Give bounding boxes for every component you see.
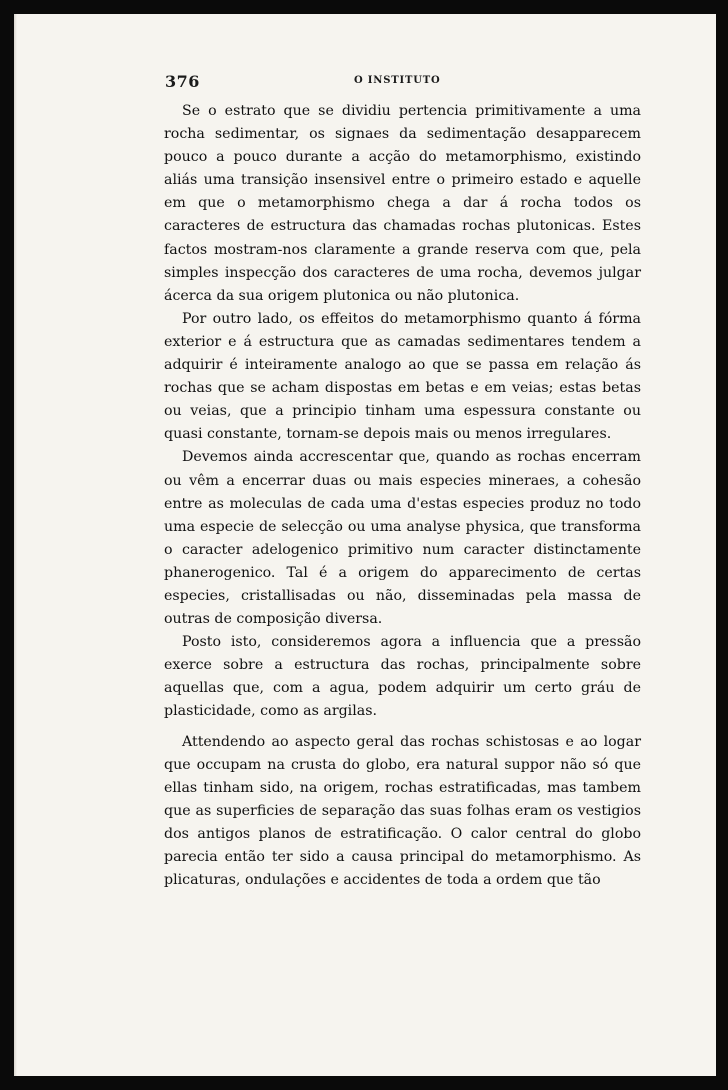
body-text	[164, 100, 641, 892]
page-edge-shadow	[14, 14, 17, 1076]
paragraph-5: Attendendo ao aspecto geral das rochas schistosas e ao logar que occupam na crusta do globo, era natural suppor não só que ellas tinham sido, na origem, rochas estratificadas, mas tambem que as superficies de separação das suas folhas eram os vestigios dos antigos planos de estratificação. O calor central do globo parecia então ter sido a causa principal do metamorphismo. As plicaturas, ondulações e accidentes de toda a ordem que tão	[164, 733, 641, 889]
paragraph-3: Devemos ainda accrescentar que, quando as rochas encerram ou vêm a encerrar duas ou mais especies mineraes, a cohesão entre as moleculas de cada uma d'estas especies produz no todo uma especie de selecção ou uma analyse physica, que transforma o caracter adelogenico primitivo num caracter distinctamente phanerogenico. Tal é a origem do apparecimento de certas especies, cristallisadas ou não, disseminadas pela massa de outras de composição diversa.	[164, 449, 641, 628]
running-title: O INSTITUTO	[354, 75, 441, 86]
running-head	[14, 72, 716, 94]
paragraph-2: Por outro lado, os effeitos do metamorphismo quanto á fórma exterior e á estructura que as camadas sedimentares tendem a adquirir é inteiramente analogo ao que se passa em relação ás rochas que se acham dispostas em betas e em veias; estas betas ou veias, que a principio tinham uma espessura constante ou quasi constante, tornam-se depois mais ou menos irregulares.	[164, 310, 641, 443]
book-page	[14, 14, 716, 1076]
paragraph-4: Posto isto, consideremos agora a influencia que a pressão exerce sobre a estructura das rochas, principalmente sobre aquellas que, com a agua, podem adquirir um certo gráu de plasticidade, como as argilas.	[164, 634, 641, 720]
paragraph-1: Se o estrato que se dividiu pertencia primitivamente a uma rocha sedimentar, os signaes da sedimentação desapparecem pouco a pouco durante a acção do metamorphismo, existindo aliás uma transição insensivel entre o primeiro estado e aquelle em que o metamorphismo chega a dar á rocha todos os caracteres de estructura das chamadas rochas plutonicas. Estes factos mostram-nos claramente a grande reserva com que, pela simples inspecção dos caracteres de uma rocha, devemos julgar ácerca da sua origem plutonica ou não plutonica.	[164, 103, 641, 304]
page-number: 376	[165, 72, 200, 91]
